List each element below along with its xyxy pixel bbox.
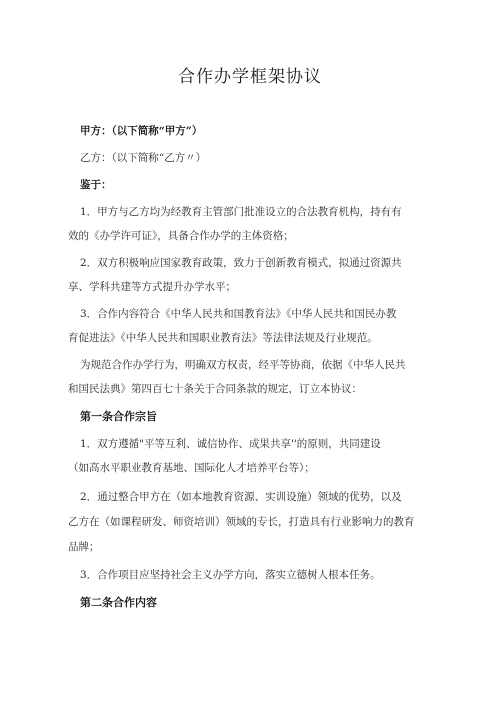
article-1-item-1-line-2: （如高水平职业教育基地、国际化人才培养平台等）；	[68, 462, 315, 474]
preamble-line-1: 为规范合作办学行为，明确双方权责，经平等协商，依据《中华人民共	[80, 359, 406, 371]
recital-1-line-1: 1．甲方与乙方均为经教育主管部门批准设立的合法教育机构，持有有	[80, 206, 402, 218]
recital-3-line-2: 育促进法》《中华人民共和国职业教育法》等法律法规及行业规范。	[68, 332, 378, 344]
recital-2-line-1: 2．双方积极响应国家教育政策，致力于创新教育模式，拟通过资源共	[80, 257, 402, 269]
article-1-item-2-line-3: 品牌；	[68, 541, 100, 553]
recital-1-line-2: 效的《办学许可证》，具备合作办学的主体资格；	[68, 230, 294, 242]
article-1-item-2-line-2: 乙方在（如课程研发、师资培训）领域的专长，打造具有行业影响力的教育	[68, 516, 415, 528]
recital-3-line-1: 3．合作内容符合《中华人民共和国教育法》《中华人民共和国民办教	[80, 308, 397, 320]
article-1-item-2-line-1: 2．通过整合甲方在（如本地教育资源、实训设施）领域的优势，以及	[80, 491, 402, 503]
recital-2-line-2: 享、学科共建等方式提升办学水平；	[68, 281, 236, 293]
document-title: 合作办学框架协议	[178, 67, 322, 87]
article-1-item-3-line-1: 3．合作项目应坚持社会主义办学方向，落实立德树人根本任务。	[80, 569, 381, 581]
party-a-line: 甲方：（以下简称“甲方”）	[80, 125, 203, 137]
article-1-heading: 第一条合作宗旨	[80, 410, 157, 423]
article-1-item-1-line-1: 1．双方遵循"平等互利、诚信协作、成果共享''的原则，共同建设	[80, 438, 381, 450]
whereas-label: 鉴于：	[80, 179, 112, 191]
party-b-line: 乙方：（以下简称“乙方〃）	[80, 152, 207, 164]
article-2-heading: 第二条合作内容	[80, 596, 157, 609]
preamble-line-2: 和国民法典》第四百七十条关于合同条款的规定，订立本协议：	[68, 383, 362, 395]
